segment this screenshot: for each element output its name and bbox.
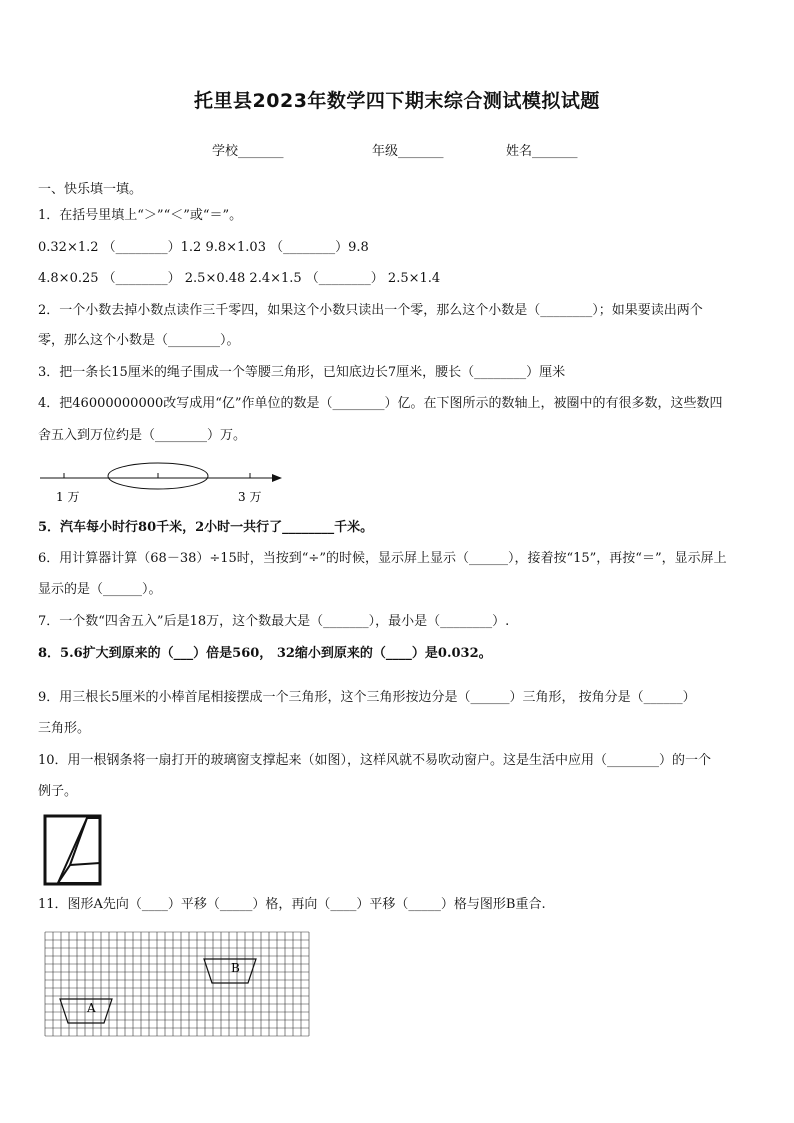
shape-a [60, 999, 112, 1023]
q4-line-1: 4．把46000000000改写成用“亿”作单位的数是（________）亿。在下图所示的数轴上，被圈中的有很多数，这些数四 [38, 396, 723, 411]
q9-line-2: 三角形。 [38, 721, 91, 736]
q8-text: 8．5.6扩大到原来的（___）倍是560， 32缩小到原来的（____）是0.032。 [38, 646, 492, 661]
q10-line-2: 例子。 [38, 784, 78, 799]
q2-line-1: 2．一个小数去掉小数点读作三千零四，如果这个小数只读出一个零，那么这个小数是（________）；如果要读出两个 [38, 303, 703, 318]
q11-text: 11．图形A先向（____）平移（_____）格，再向（____）平移（_____）格与图形B重合. [38, 897, 546, 912]
grid-lines [45, 932, 309, 1036]
q1-stem: 1．在括号里填上“＞”“＜”或“＝”。 [38, 208, 243, 223]
shape-a-label: A [87, 1001, 96, 1015]
shape-b [204, 959, 256, 983]
name-field: 姓名_______ [506, 144, 578, 159]
q9-line-1: 9．用三根长5厘米的小棒首尾相接摆成一个三角形，这个三角形按边分是（______）三角形， 按角分是（______） [38, 690, 696, 705]
number-line-arrow-icon [272, 474, 282, 482]
q10-line-1: 10．用一根钢条将一扇打开的玻璃窗支撑起来（如图），这样风就不易吹动窗户。这是生活中应用（________）的一个 [38, 753, 712, 768]
q2-line-2: 零，那么这个小数是（________）。 [38, 333, 240, 348]
axis-label-left: 1 万 [56, 490, 80, 504]
q6-line-1: 6．用计算器计算（68－38）÷15时，当按到“÷”的时候，显示屏上显示（______），接着按“15”，再按“＝”，显示屏上 [38, 551, 727, 566]
grade-field: 年级_______ [372, 144, 444, 159]
support-bar [70, 863, 100, 865]
q1-row-1: 0.32×1.2 （________）1.2 9.8×1.03 （________）9.8 [38, 240, 369, 255]
number-line-figure [38, 458, 288, 508]
page-title: 托里县2023年数学四下期末综合测试模拟试题 [194, 90, 600, 112]
q7-text: 7．一个数“四舍五入”后是18万，这个数最大是（_______），最小是（________）. [38, 614, 510, 629]
shape-b-label: B [231, 961, 240, 975]
axis-label-right: 3 万 [238, 490, 262, 504]
window-figure [40, 813, 106, 887]
q5-text: 5．汽车每小时行80千米，2小时一共行了________千米。 [38, 520, 374, 535]
school-field: 学校_______ [212, 144, 284, 159]
q4-line-2: 舍五入到万位约是（________）万。 [38, 428, 247, 443]
q3-text: 3．把一条长15厘米的绳子围成一个等腰三角形，已知底边长7厘米，腰长（________）厘米 [38, 365, 566, 380]
q1-row-2: 4.8×0.25 （________） 2.5×0.48 2.4×1.5 （________） 2.5×1.4 [38, 271, 441, 286]
section-heading: 一、快乐填一填。 [38, 182, 143, 197]
q6-line-2: 显示的是（______）。 [38, 582, 162, 597]
translation-grid-figure [44, 931, 312, 1041]
